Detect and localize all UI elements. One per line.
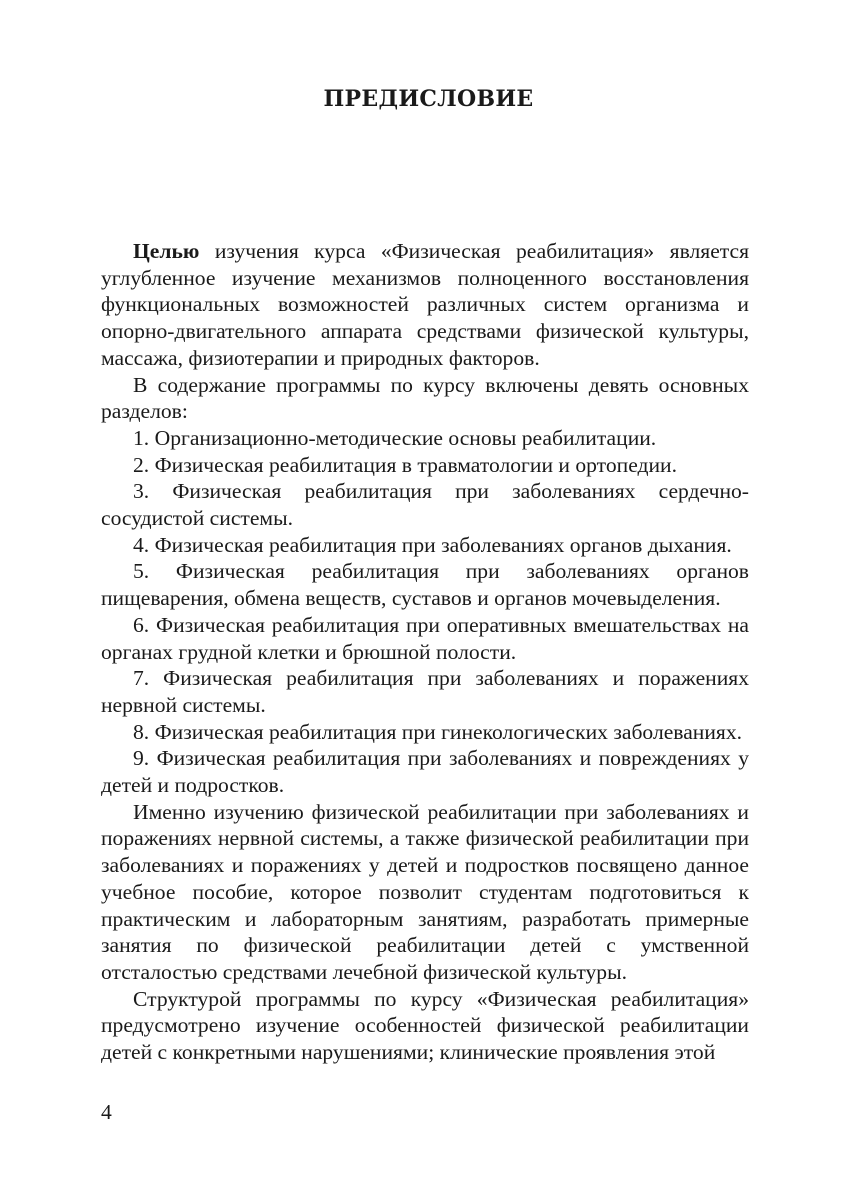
section-item-5: 5. Физическая реабилитация при заболеваниях органов пищеварения, обмена веществ, суставов и органов мочевыделения. [101, 559, 749, 611]
body-text [101, 238, 749, 1066]
section-item-9: 9. Физическая реабилитация при заболеваниях и повреждениях у детей и подростков. [101, 746, 749, 798]
section-item-4: 4. Физическая реабилитация при заболеваниях органов дыхания. [133, 532, 732, 557]
section-item-2: 2. Физическая реабилитация в травматологии и ортопедии. [133, 452, 677, 477]
page-number: 4 [101, 1100, 112, 1124]
intro-lead-word: Целью [133, 239, 200, 263]
section-item-3: 3. Физическая реабилитация при заболеваниях сердечно-сосудистой системы. [101, 479, 749, 531]
structure-paragraph: Структурой программы по курсу «Физическая реабилитация» предусмотрено изучение особенностей физической реабилитации детей с конкретными нарушениями; клинические проявления этой [101, 986, 749, 1065]
program-intro-paragraph: В содержание программы по курсу включены девять основных разделов: [101, 372, 749, 424]
intro-paragraph [101, 238, 749, 372]
purpose-paragraph: Именно изучению физической реабилитации при заболеваниях и поражениях нервной системы, а также физической реабилитации при заболеваниях и поражениях у детей и подростков посвящено данное учебное пособие, которое позволит студентам подготовиться к практическим и лабораторным занятиям, разработать примерные занятия по физической реабилитации детей с умственной отсталостью средствами лечебной физической культуры. [101, 799, 749, 984]
section-item-7: 7. Физическая реабилитация при заболеваниях и поражениях нервной системы. [101, 666, 749, 717]
section-item-1: 1. Организационно-методические основы реабилитации. [133, 425, 657, 450]
page-title: ПРЕДИСЛОВИЕ [323, 86, 534, 112]
section-item-6: 6. Физическая реабилитация при оперативных вмешательствах на органах грудной клетки и брюшной полости. [101, 612, 749, 664]
intro-text: изучения курса «Физическая реабилитация» является углубленное изучение механизмов полноценного восстановления функциональных возможностей различных систем организма и опорно-двигательного аппарата средствами физической культуры, массажа, физиотерапии и природных факторов. [101, 239, 749, 370]
section-item-8: 8. Физическая реабилитация при гинекологических заболеваниях. [133, 719, 743, 744]
